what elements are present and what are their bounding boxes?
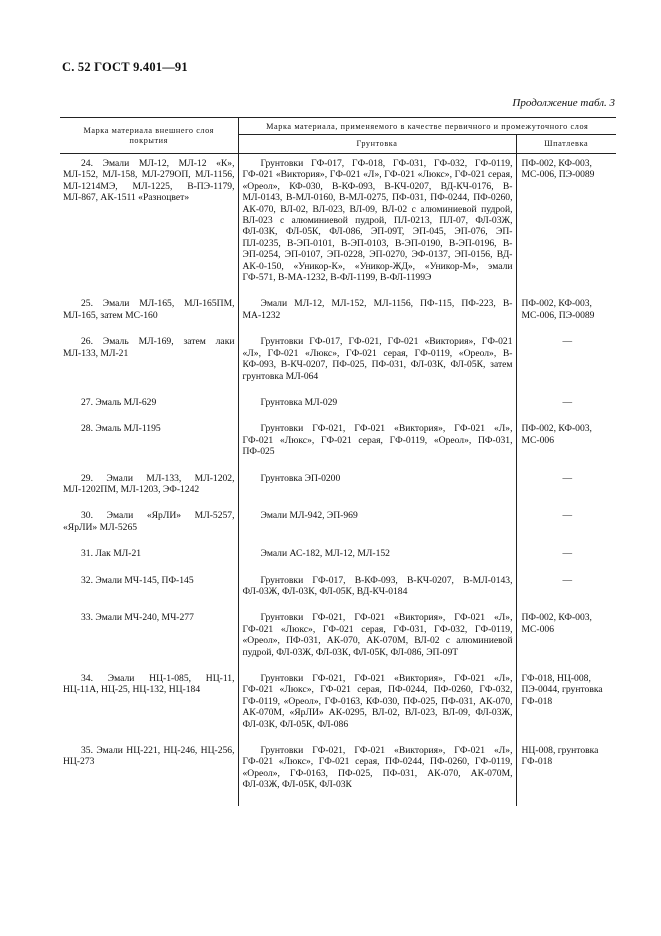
putty-cell: — [562, 396, 573, 408]
putty-cell: — [562, 472, 573, 484]
page-header: С. 52 ГОСТ 9.401—91 [62, 60, 188, 74]
col-header-outer-layer: Марка материала внешнего слоя покрытия [60, 118, 238, 154]
outer-layer-cell: 30. Эмали «ЯрЛИ» МЛ-5257, «ЯрЛИ» МЛ-5265 [60, 510, 238, 548]
outer-layer-cell: 29. Эмали МЛ-133, МЛ-1202, МЛ-1202ПМ, МЛ-1203, ЭФ-1242 [60, 473, 238, 511]
table-row [60, 473, 616, 511]
primer-cell: Грунтовка ЭП-0200 [238, 473, 516, 511]
table-row [60, 154, 616, 299]
outer-layer-cell: 24. Эмали МЛ-12, МЛ-12 «К», МЛ-152, МЛ-158, МЛ-279ОП, МЛ-1156, МЛ-1214МЭ, МЛ-1225, В-ПЭ-1179, МЛ-867, АК-1511 «Разноцвет» [60, 154, 238, 299]
table-row [60, 612, 616, 673]
putty-cell: ГФ-018, НЦ-008, ПЭ-0044, грунтовка ГФ-018 [521, 673, 603, 707]
primer-cell: Грунтовки ГФ-017, ГФ-018, ГФ-031, ГФ-032, ГФ-0119, ГФ-021 «Виктория», ГФ-021 «Л», ГФ-021 «Люкс», ГФ-021 серая, «Ореол», КФ-030, В-КФ-093, В-КЧ-0207, ВД-КЧ-0176, В-МЛ-0143, В-МЛ-0160, В-МЛ-0275, ПФ-031, ПФ-0244, ПФ-0260, АК-070, ВЛ-02, ВЛ-023, ВЛ-09, ВЛ-02 с алюминиевой пудрой, ВЛ-023 с алюминиевой пудрой, ПЛ-0213, ПЛ-07, ФЛ-03Ж, ФЛ-03К, ФЛ-05К, ФЛ-086, ЭП-09Т, ЭП-045, ЭП-076, ЭП-ПЛ-0235, В-ЭП-0101, В-ЭП-0103, В-ЭП-0190, В-ЭП-0196, В-ЭП-0254, ЭП-0107, ЭП-0228, ЭП-0270, ЭФ-0137, ЭП-0156, ВД-АК-0-150, «Уникор-К», «Уникор-ЖД», «Уникор-М», эмали ГФ-571, В-МА-1232, В-ФЛ-1199, В-ФЛ-1199Э [238, 154, 516, 299]
putty-cell: — [562, 336, 573, 348]
primer-cell: Грунтовки ГФ-021, ГФ-021 «Виктория», ГФ-021 «Л», ГФ-021 «Люкс», ГФ-021 серая, ПФ-0244, ПФ-0260, ГФ-0119, «Ореол», ГФ-0163, ПФ-025, ПФ-031, АК-070, АК-070М, ФЛ-03Ж, ФЛ-05К, ФЛ-03К [238, 745, 516, 806]
putty-cell: — [562, 548, 573, 560]
table-row [60, 336, 616, 397]
table-row [60, 745, 616, 806]
primer-cell: Эмали МЛ-12, МЛ-152, МЛ-1156, ПФ-115, ПФ-223, В-МА-1232 [238, 298, 516, 336]
col-header-putty: Шпатлевка [516, 135, 616, 154]
primer-cell: Грунтовки ГФ-021, ГФ-021 «Виктория», ГФ-021 «Л», ГФ-021 «Люкс», ГФ-021 серая, ГФ-0119, «Ореол», ПФ-031, ПФ-025 [238, 423, 516, 472]
outer-layer-cell: 33. Эмали МЧ-240, МЧ-277 [60, 612, 238, 673]
table-row [60, 673, 616, 745]
primer-cell: Грунтовки ГФ-021, ГФ-021 «Виктория», ГФ-021 «Л», ГФ-021 «Люкс», ГФ-021 серая, ГФ-031, ГФ-032, ГФ-0119, «Ореол», ПФ-031, АК-070, АК-070М, ВЛ-02 с алюминиевой пудрой, ФЛ-03Ж, ФЛ-03К, ФЛ-05К, ФЛ-086, ЭП-09Т [238, 612, 516, 673]
outer-layer-cell: 35. Эмали НЦ-221, НЦ-246, НЦ-256, НЦ-273 [60, 745, 238, 806]
outer-layer-cell: 32. Эмали МЧ-145, ПФ-145 [60, 575, 238, 613]
outer-layer-cell: 26. Эмаль МЛ-169, затем лаки МЛ-133, МЛ-21 [60, 336, 238, 397]
putty-cell: ПФ-002, КФ-003, МС-006 [521, 612, 592, 635]
paint-system-table [60, 117, 616, 806]
primer-cell: Грунтовка МЛ-029 [238, 397, 516, 423]
primer-cell: Грунтовки ГФ-017, ГФ-021, ГФ-021 «Виктория», ГФ-021 «Л», ГФ-021 «Люкс», ГФ-021 серая, ГФ-0119, «Ореол», В-КФ-093, В-КЧ-0207, ПФ-025, ПФ-031, ФЛ-03К, ФЛ-05К, затем грунтовка МЛ-064 [238, 336, 516, 397]
putty-cell: НЦ-008, грунтовка ГФ-018 [521, 745, 599, 768]
primer-cell: Эмали МЛ-942, ЭП-969 [238, 510, 516, 548]
outer-layer-cell: 28. Эмаль МЛ-1195 [60, 423, 238, 472]
table-row [60, 397, 616, 423]
outer-layer-cell: 27. Эмаль МЛ-629 [60, 397, 238, 423]
outer-layer-cell: 34. Эмали НЦ-1-085, НЦ-11, НЦ-11А, НЦ-25, НЦ-132, НЦ-184 [60, 673, 238, 745]
outer-layer-cell: 25. Эмали МЛ-165, МЛ-165ПМ, МЛ-165, затем МС-160 [60, 298, 238, 336]
table-row [60, 575, 616, 613]
table-row [60, 548, 616, 574]
table-row [60, 423, 616, 472]
col-header-primary-layer: Марка материала, применяемого в качестве первичного и промежуточного слоя [266, 122, 589, 131]
col-header-primer: Грунтовка [238, 135, 516, 154]
primer-cell: Эмали АС-182, МЛ-12, МЛ-152 [238, 548, 516, 574]
putty-cell: ПФ-002, КФ-003, МС-006, ПЭ-0089 [521, 298, 595, 321]
putty-cell: — [562, 574, 573, 586]
primer-cell: Грунтовки ГФ-021, ГФ-021 «Виктория», ГФ-021 «Л», ГФ-021 «Люкс», ГФ-021 серая, ПФ-0244, ПФ-0260, ГФ-032, ГФ-0119, «Ореол», ГФ-0163, КФ-030, ПФ-025, ПФ-031, АК-070, АК-070М, «ЯрЛИ» АК-0295, ВЛ-02, ВЛ-023, ВЛ-09, ФЛ-03Ж, ФЛ-03К, ФЛ-05К, ФЛ-086 [238, 673, 516, 745]
putty-cell: ПФ-002, КФ-003, МС-006 [521, 423, 592, 446]
putty-cell: ПФ-002, КФ-003, МС-006, ПЭ-0089 [521, 158, 595, 181]
table-row [60, 298, 616, 336]
outer-layer-cell: 31. Лак МЛ-21 [60, 548, 238, 574]
table-continuation-label: Продолжение табл. 3 [512, 97, 615, 109]
table-row [60, 510, 616, 548]
putty-cell: — [562, 510, 573, 522]
primer-cell: Грунтовки ГФ-017, В-КФ-093, В-КЧ-0207, В-МЛ-0143, ФЛ-03Ж, ФЛ-03К, ФЛ-05К, ВД-КЧ-0184 [238, 575, 516, 613]
